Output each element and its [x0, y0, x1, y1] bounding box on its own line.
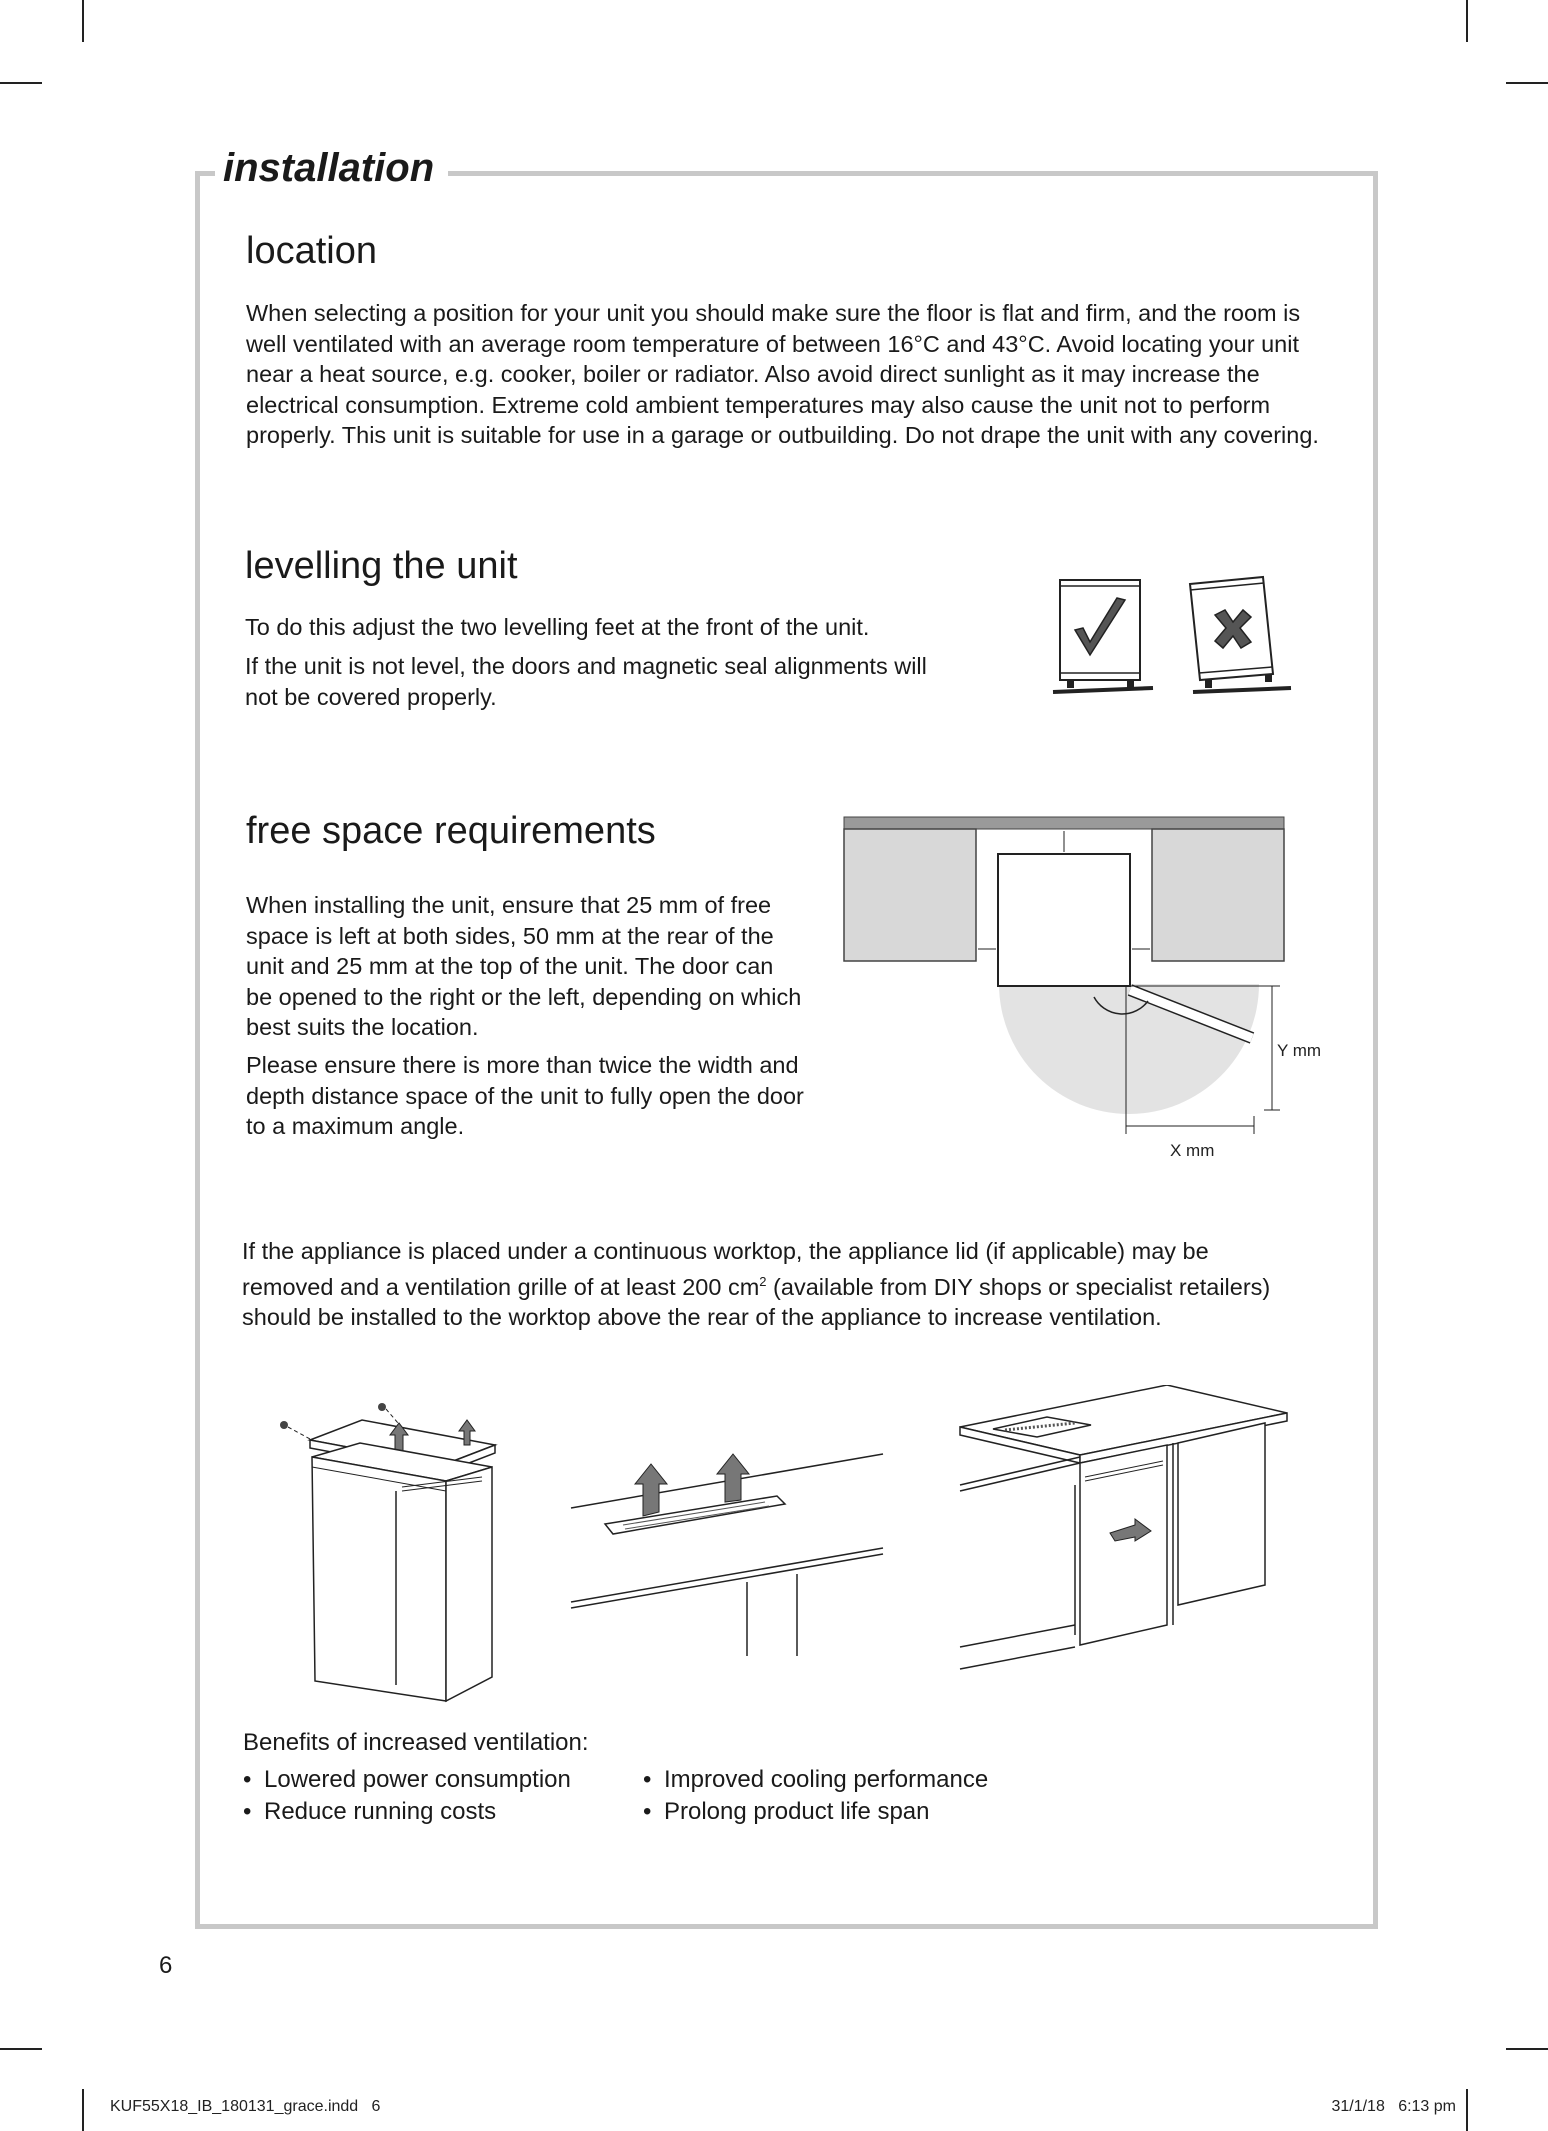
door-swing-area [999, 984, 1259, 1114]
up-arrow-icon [635, 1464, 667, 1516]
footer-timestamp: 31/1/18 6:13 pm [1331, 2098, 1456, 2115]
benefits-list-1 [243, 1764, 571, 1828]
levelling-heading: levelling the unit [245, 545, 518, 587]
y-mm-label: Y mm [1277, 1041, 1322, 1060]
lid-removal-illustration [270, 1395, 510, 1715]
crop-mark [82, 0, 84, 42]
crop-mark [1466, 0, 1468, 42]
worktop-back-strip [844, 817, 1284, 829]
benefit-item: • Lowered power consumption [243, 1764, 571, 1796]
levelling-para-2: If the unit is not level, the doors and magnetic seal alignments will not be covered properly. [245, 653, 927, 710]
free-space-para-2: Please ensure there is more than twice the width and depth distance space of the unit to fully open the door to a maximum angle. [246, 1052, 804, 1139]
appliance-top-view [998, 854, 1130, 986]
crop-mark [0, 2048, 42, 2050]
section-title: installation [215, 146, 448, 191]
unit-superscript: 2 [759, 1273, 767, 1289]
worktop-text-b: (available from DIY shops or specialist retailers) should be installed to the worktop above the rear of the appliance to increase ventilation. [242, 1273, 1271, 1330]
free-space-para-1: When installing the unit, ensure that 25 mm of free space is left at both sides, 50 mm at the rear of the unit and 25 mm at the top of the unit. The door can be opened to the right or the left, depending on which best suits the location. [246, 892, 802, 1040]
level-unit-icon [1053, 580, 1153, 692]
location-body: When selecting a position for your unit you should make sure the floor is flat and firm, and the room is well ventilated with an average room temperature of between 16°C and 43°C. Avoid locating your unit near a heat source, e.g. cooker, boiler or radiator. Also avoid direct sunlight as it may increase the electrical consumption. Extreme cold ambient temperatures may also cause the unit not to perform properly. This unit is suitable for use in a garage or outbuilding. Do not drape the unit with any covering. [246, 300, 1319, 448]
crop-mark [1506, 82, 1548, 84]
grille-installation-illustration [565, 1440, 885, 1670]
screw-icon [280, 1421, 288, 1429]
benefit-item: • Improved cooling performance [643, 1764, 988, 1796]
x-mm-label: X mm [1170, 1141, 1215, 1160]
unlevel-unit-icon [1190, 577, 1291, 692]
screw-icon [378, 1403, 386, 1411]
left-cabinet [844, 829, 976, 961]
right-cabinet [1152, 829, 1284, 961]
location-heading: location [246, 230, 377, 272]
footer-file-slug: KUF55X18_IB_180131_grace.indd 6 [110, 2098, 381, 2115]
benefit-item: • Prolong product life span [643, 1796, 988, 1828]
under-worktop-illustration [955, 1385, 1290, 1675]
crop-mark [1466, 2089, 1468, 2131]
worktop-text-a: If the appliance is placed under a continuous worktop, the appliance lid (if applicable) may be removed and a ventilation grille of at least 200 cm [242, 1238, 1209, 1300]
free-space-heading: free space requirements [246, 810, 656, 852]
crop-mark [82, 2089, 84, 2131]
benefits-list-2 [643, 1764, 988, 1828]
page-number: 6 [159, 1952, 173, 1979]
levelling-illustration [1045, 570, 1295, 710]
benefit-item: • Reduce running costs [243, 1796, 571, 1828]
crop-mark [1506, 2048, 1548, 2050]
crop-mark [0, 82, 42, 84]
levelling-para-1: To do this adjust the two levelling feet at the front of the unit. [245, 614, 870, 640]
benefits-heading: Benefits of increased ventilation: [243, 1729, 589, 1756]
worktop-paragraph [242, 1236, 1302, 1332]
free-space-diagram [840, 812, 1330, 1167]
